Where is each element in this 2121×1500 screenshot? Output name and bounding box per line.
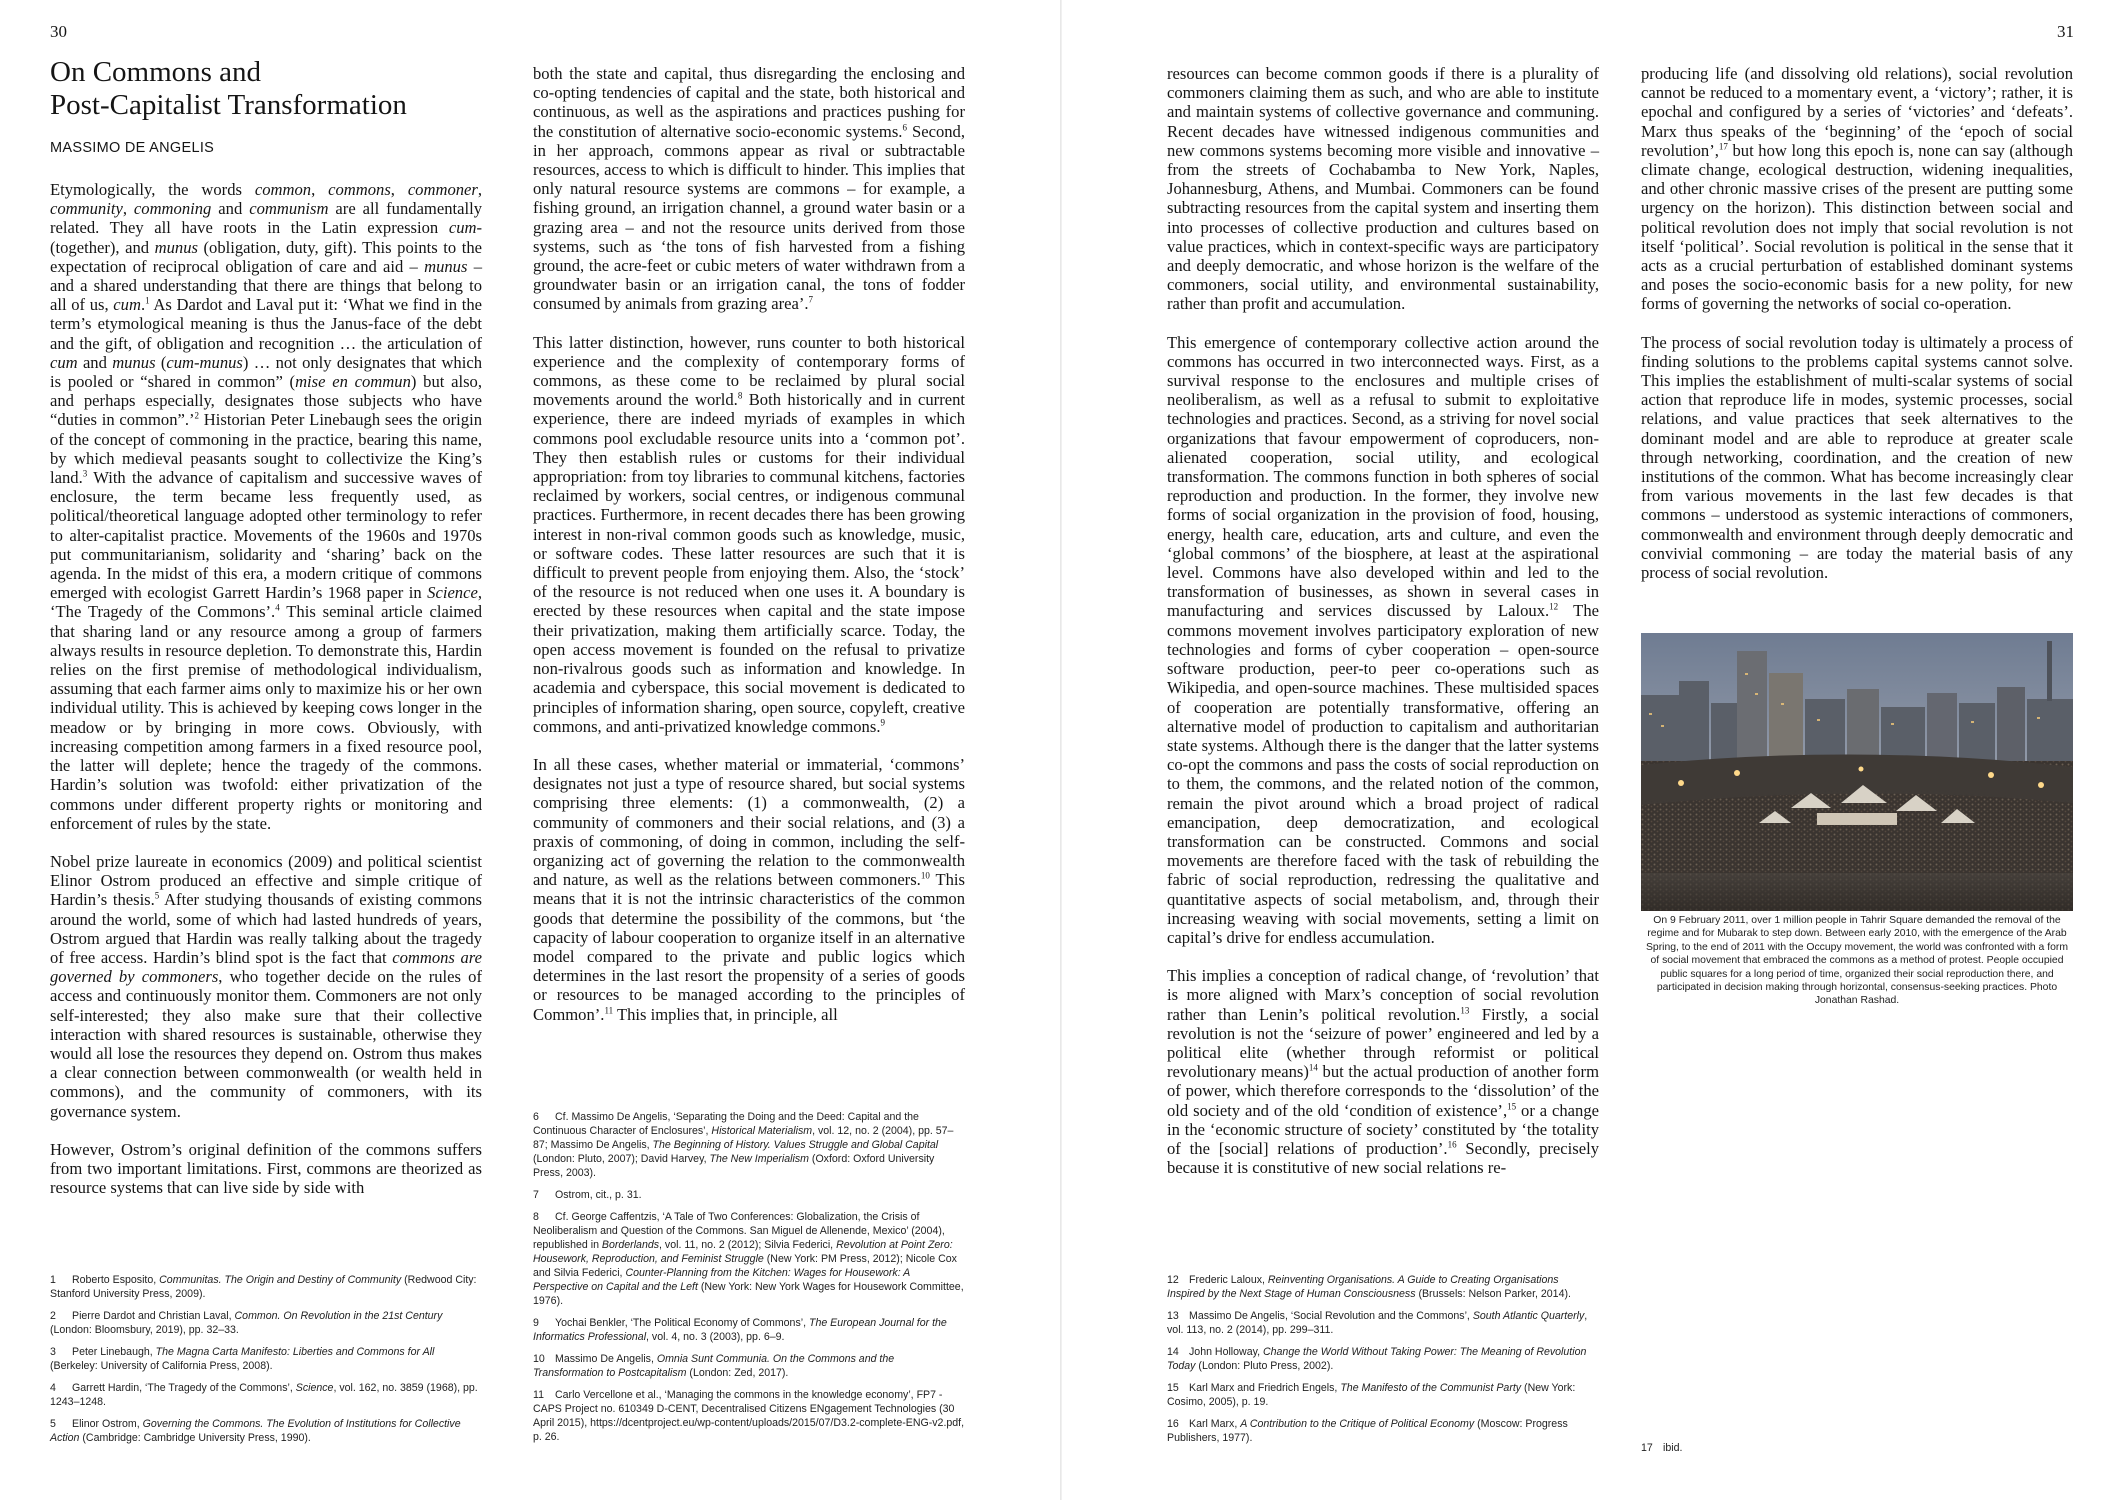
paragraph: Nobel prize laureate in economics (2009) and political scientist Elinor Ostrom produced an effective and simple critique of Hardin’s thesis.$^5$ After studying thousands of existing commons around the world, some of which had lasted hundreds of years, Ostrom argued that Hardin was really talking about the tragedy of free access. Hardin’s blind spot is the fact that commons are governed by commoners, who together decide on the rules of access and continuously monitor them. Commoners are not only self-interested; they also make sure that their collective interaction with shared resources is sustainable, otherwise they would all lose the resources they depend on. Ostrom thus makes a clear connection between commonwealth (or wealth held in commons), and the community of commoners, with its governance system. <box>50 851 482 1121</box>
footnotes-column-1 <box>50 1273 482 1453</box>
footnote <box>50 1381 482 1409</box>
footnote-number: 7 <box>533 1189 539 1201</box>
footnote-text: Pierre Dardot and Christian Laval, Common. On Revolution in the 21st Century (London: Bloomsbury, 2019), pp. 32–33. <box>50 1310 443 1336</box>
footnotes-column-3 <box>1167 1273 1599 1453</box>
text-column-3 <box>1167 64 1599 1177</box>
footnote-text: Elinor Ostrom, Governing the Commons. The Evolution of Institutions for Collective Action (Cambridge: Cambridge University Press, 1990). <box>50 1418 461 1444</box>
footnote-number: 9 <box>533 1317 539 1329</box>
page-number-right: 31 <box>2057 22 2074 41</box>
footnote <box>50 1417 482 1445</box>
paragraph: This emergence of contemporary collective action around the commons has occurred in two interconnected ways. First, as a survival response to the enclosures and multiple crises of neoliberalism, as well as a refusal to submit to exploitative technologies and practices. Second, as a striving for novel social organizations that favour empowerment of coproducers, non-alienated cooperation, social utility, and ecological transformation. The commons function in both spheres of social reproduction and production. In the former, they involve new forms of social organization in the provision of food, housing, energy, health care, education, arts and culture, and even the ‘global commons’ of the biosphere, at least at the aspirational level. Commons have also developed within and led to the transformation of businesses, as shown in several cases in manufacturing and services discussed by Laloux.$^{12}$ The commons movement involves participatory exploration of new technologies and forms of cyber cooperation – open-source software production, peer-to peer co-operations such as Wikipedia, and open-source machines. These multisided spaces of cooperation are potentially transformative, offering an alternative model of production to capitalism and authoritarian state systems. Although there is the danger that the latter systems co-opt the commons and pass the costs of social reproduction on to them, the commons, and the related notion of the common, remain the pivot around which a broad project of radical emancipation, deep democratization, and ecological transformation can be constructed. Commons and social movements are therefore faced with the task of rebuilding the fabric of social reproduction, redressing the qualitative and quantitative aspects of social metabolism, and, through their increasing weaving with social movements, setting a limit on capital’s drive for endless accumulation. <box>1167 332 1599 947</box>
text-column-2 <box>533 64 965 1024</box>
footnote-number: 11 <box>533 1389 544 1401</box>
paragraph: The process of social revolution today is ultimately a process of finding solutions to the problems capital systems cannot solve. This implies the establishment of multi-scalar systems of social action that reproduce life in modes, systemic processes, social relations, and value practices that seek alternatives to the dominant model and are able to reproduce at greater scale through networking, coordination, and the creation of new institutions of the common. What has become increasingly clear from various movements in the last few decades is that commons – understood as systemic interactions of commoners, commonwealth and environment through deeply democratic and convivial commoning – are today the material basis of any process of social revolution. <box>1641 332 2073 583</box>
footnote <box>533 1188 965 1202</box>
footnote-text: Cf. Massimo De Angelis, ‘Separating the Doing and the Deed: Capital and the Continuous Character of Enclosures’, Historical Materialism, vol. 12, no. 2 (2004), pp. 57–87; Massimo De Angelis, The Beginning of History. Values Struggle and Global Capital (London: Pluto, 2007); David Harvey, The New Imperialism (Oxford: Oxford University Press, 2003). <box>533 1111 954 1179</box>
footnote <box>1167 1345 1599 1373</box>
paragraph: Etymologically, the words common, commons, commoner, community, commoning and communism are all fundamentally related. They all have roots in the Latin expression cum- (together), and munus (obligation, duty, gift). This points to the expectation of reciprocal obligation of care and aid – munus – and a shared understanding that there are things that belong to all of us, cum.$^1$ As Dardot and Laval put it: ‘What we find in the term’s etymological meaning is thus the Janus-face of the debt and the gift, of obligation and recognition … the articulation of cum and munus (cum-munus) … not only designates that which is pooled or “shared in common” (mise en commun) but also, and perhaps especially, designates those subjects who have “duties in common”.’$^2$ Historian Peter Linebaugh sees the origin of the concept of commoning in the practice, bearing this name, by which medieval peasants sought to collectivize the King’s land.$^3$ With the advance of capitalism and successive waves of enclosure, the term became less frequently used, as political/theoretical language adopted other terminology to refer to alter-capitalist practice. Movements of the 1960s and 1970s put communitarianism, solidarity and ‘sharing’ back on the agenda. In the midst of this era, a modern critique of commons emerged with ecologist Garrett Hardin’s 1968 paper in Science, ‘The Tragedy of the Commons’.$^4$ This seminal article claimed that sharing land or any resource among a group of farmers always results in resource depletion. To demonstrate this, Hardin relies on the first premise of methodological individualism, assuming that each farmer aims only to maximize his or her own individual utility. This is achieved by keeping cows longer in the meadow or by bringing in more cows. Obviously, with increasing competition among farmers in a fixed resource pool, the latter will deplete; hence the tragedy of the commons. Hardin’s solution was twofold: either privatization of the commons under different property rights or monitoring and enforcement of rules by the state. <box>50 180 483 833</box>
footnote-text: Karl Marx, A Contribution to the Critique of Political Economy (Moscow: Progress Publishers, 1977). <box>1167 1418 1568 1444</box>
footnote-text: John Holloway, Change the World Without Taking Power: The Meaning of Revolution Today (London: Pluto Press, 2002). <box>1167 1346 1587 1372</box>
footnote <box>533 1316 965 1344</box>
tahrir-square-photo <box>1641 633 2073 911</box>
title-line-1: On Commons and <box>50 56 262 88</box>
footnote <box>1641 1441 2073 1455</box>
page-number-left: 30 <box>50 22 67 41</box>
paragraph: In all these cases, whether material or immaterial, ‘commons’ designates not just a type of resource shared, but social systems comprising three elements: (1) a commonwealth, (2) a community of commoners and their social relations, and (3) a praxis of commoning, of doing in common, including the self-organizing act of governing the relation to the commonwealth and nature, as well as the relations between commoners.$^{10}$ This means that it is not the intrinsic characteristics of the common goods that determine the possibility of the commons, but ‘the capacity of labour cooperation to organize itself in an alternative model compared to the private and public logics which determines in the last resort the propensity of a series of goods or resources to be managed according to the principles of Common’.$^{11}$ This implies that, in principle, all <box>533 754 966 1024</box>
footnotes-column-2 <box>533 1110 965 1452</box>
footnote-number: 5 <box>50 1418 56 1430</box>
footnote-text: Peter Linebaugh, The Magna Carta Manifesto: Liberties and Commons for All (Berkeley: University of California Press, 2008). <box>50 1346 435 1372</box>
footnote <box>533 1352 965 1380</box>
footnote-number: 2 <box>50 1310 56 1322</box>
title-line-2: Post-Capitalist Transformation <box>50 89 407 121</box>
footnote <box>50 1309 482 1337</box>
footnote-text: Karl Marx and Friedrich Engels, The Manifesto of the Communist Party (New York: Cosimo, 2005), p. 19. <box>1167 1382 1576 1408</box>
footnote-text: Garrett Hardin, ‘The Tragedy of the Commons’, Science, vol. 162, no. 3859 (1968), pp. 1243–1248. <box>50 1382 478 1408</box>
footnote <box>1167 1309 1599 1337</box>
footnote <box>533 1210 965 1308</box>
footnote <box>1167 1417 1599 1445</box>
paragraph: This latter distinction, however, runs counter to both historical experience and the complexity of contemporary forms of commons, as these come to be reclaimed by plural social movements around the world.$^8$ Both historically and in current experience, there are indeed myriads of examples in which commons pool excludable resource units into a ‘common pot’. They then establish rules or customs for their individual appropriation: from toy libraries to communal kitchens, factories reclaimed by workers, social centres, or indigenous communal practices. Furthermore, in recent decades there has been growing interest in non-rival common goods such as knowledge, music, or software codes. These latter resources are such that it is difficult to prevent people from enjoying them. Also, the ‘stock’ of the resource is not reduced when one uses it. A boundary is erected by these resources when capital and the state impose their privatization, making them artificially scarce. Today, the open access movement is founded on the refusal to privatize non-rivalrous goods such as information and knowledge. In academia and cyberspace, this social movement is dedicated to principles of information sharing, open source, copyleft, creative commons, and anti-privatized knowledge commons.$^9$ <box>533 332 965 736</box>
footnote <box>1167 1273 1599 1301</box>
footnote-number: 10 <box>533 1353 545 1365</box>
footnote-number: 17 <box>1641 1442 1653 1454</box>
footnote <box>50 1345 482 1373</box>
footnote-number: 3 <box>50 1346 56 1358</box>
article-title <box>50 56 407 122</box>
footnote-text: Ostrom, cit., p. 31. <box>555 1189 642 1201</box>
footnote-text: Frederic Laloux, Reinventing Organisations. A Guide to Creating Organisations Inspired by the Next Stage of Human Consciousness (Brussels: Nelson Parker, 2014). <box>1167 1274 1571 1300</box>
footnote-text: Carlo Vercellone et al., ‘Managing the commons in the knowledge economy’, FP7 - CAPS Project no. 610349 D-CENT, Decentralised Citizens ENgagement Technologies (30 April 2015), https://dcentproject.eu/wp-content/uploads/2015/07/D3.2-complete-ENG-v2.pdf, p. 26. <box>533 1389 965 1443</box>
paragraph: producing life (and dissolving old relations), social revolution cannot be reduced to a momentary event, a ‘victory’; rather, it is epochal and configured by a series of ‘victories’ and ‘defeats’. Marx thus speaks of the ‘beginning’ of the ‘epoch of social revolution’,$^{17}$ but how long this epoch is, none can say (although climate change, ecological destruction, widening inequalities, and other chronic massive crises of the present are putting some urgency on the horizon). This distinction between social and political revolution does not imply that social revolution is not itself ‘political’. Social revolution is political in the sense that it acts as a crucial perturbation of established dominant systems and poses the socio-economic basis for a new polity, for new forms of governing the networks of social co-operation. <box>1641 64 2073 314</box>
footnote-number: 14 <box>1167 1346 1179 1358</box>
paragraph: However, Ostrom’s original definition of the commons suffers from two important limitations. First, commons are theorized as resource systems that can live side by side with <box>50 1139 482 1198</box>
footnote-text: Massimo De Angelis, ‘Social Revolution and the Commons’, South Atlantic Quarterly, vol. 113, no. 2 (2014), pp. 299–311. <box>1167 1310 1588 1336</box>
footnote-number: 16 <box>1167 1418 1179 1430</box>
footnote <box>1167 1381 1599 1409</box>
footnote-text: Yochai Benkler, ‘The Political Economy of Commons’, The European Journal for the Informatics Professional, vol. 4, no. 3 (2003), pp. 6–9. <box>533 1317 947 1343</box>
footnote-number: 15 <box>1167 1382 1179 1394</box>
footnote <box>50 1273 482 1301</box>
paragraph: This implies a conception of radical change, of ‘revolution’ that is more aligned with Marx’s conception of social revolution rather than Lenin’s political revolution.$^{13}$ Firstly, a social revolution is not the ‘seizure of power’ engineered and led by a political elite (whether through reformist or political revolutionary means)$^{14}$ but the actual production of another form of power, which therefore corresponds to the ‘dissolution’ of the old society and of the old ‘condition of existence’,$^{15}$ or a change in the ‘economic structure of society’ constituted by ‘the totality of the [social] relations of production’.$^{16}$ Secondly, precisely because it is constitutive of new social relations re- <box>1167 966 1600 1178</box>
footnote-text: ibid. <box>1663 1442 1683 1454</box>
footnote <box>533 1388 965 1444</box>
author-name: MASSIMO DE ANGELIS <box>50 140 215 156</box>
footnote-text: Massimo De Angelis, Omnia Sunt Communia. On the Commons and the Transformation to Postcapitalism (London: Zed, 2017). <box>533 1353 895 1379</box>
paragraph: both the state and capital, thus disregarding the enclosing and co-opting tendencies of capital and the state, both historical and continuous, as well as the aspirations and practices pushing for the constitution of alternative socio-economic systems.$^6$ Second, in her approach, commons appear as rival or subtractable resources, access to which is difficult to hinder. This implies that only natural resource systems are commons – for example, a fishing ground, an irrigation channel, a ground water basin or a grazing area – and not the resource units derived from those systems, such as ‘the tons of fish harvested from a fishing ground, the acre-feet or cubic meters of water withdrawn from a groundwater basin or an irrigation canal, the tons of fodder consumed by animals from grazing area’.$^7$ <box>533 64 965 314</box>
footnote-number: 12 <box>1167 1274 1179 1286</box>
footnote-text: Roberto Esposito, Communitas. The Origin and Destiny of Community (Redwood City: Stanford University Press, 2009). <box>50 1274 477 1300</box>
footnote-number: 13 <box>1167 1310 1179 1322</box>
paragraph: resources can become common goods if there is a plurality of commoners claiming them as such, and who are able to institute and maintain systems of collective governance and communing. Recent decades have witnessed indigenous communities and new commons systems becoming more visible and innovative – from the streets of Cochabamba to New York, Naples, Johannesburg, Athens, and Mumbai. Commoners can be found subtracting resources from the capital system and inserting them into processes of collective production and cultures based on value practices, which in context-specific ways are participatory and deeply democratic, and whose horizon is the welfare of the commoners, social utility, and environmental sustainability, rather than profit and accumulation. <box>1167 64 1599 314</box>
footnote <box>533 1110 965 1180</box>
footnote-number: 4 <box>50 1382 56 1394</box>
text-column-4 <box>1641 64 2073 601</box>
footnotes-column-4 <box>1641 1441 2073 1463</box>
footnote-number: 8 <box>533 1211 539 1223</box>
photo-caption: On 9 February 2011, over 1 million people in Tahrir Square demanded the removal of the regime and for Mubarak to step down. Between early 2010, with the emergence of the Arab Spring, to the end of 2011 with the Occupy movement, the world was confronted with a form of social movement that embraced the commons as a method of protest. People occupied public squares for a long period of time, organized their social reproduction there, and participated in decision making through horizontal, consensus-seeking practices. Photo Jonathan Rashad. <box>1645 915 2068 1007</box>
footnote-text: Cf. George Caffentzis, ‘A Tale of Two Conferences: Globalization, the Crisis of Neoliberalism and Question of the Commons. San Miguel de Allenende, Mexico’ (2004), republished in Borderlands, vol. 11, no. 2 (2012); Silvia Federici, Revolution at Point Zero: Housework, Reproduction, and Feminist Struggle (New York: PM Press, 2012); Nicole Cox and Silvia Federici, Counter-Planning from the Kitchen: Wages for Housework: A Perspective on Capital and the Left (New York: New York Wages for Housework Committee, 1976). <box>533 1211 964 1307</box>
footnote-number: 1 <box>50 1274 56 1286</box>
footnote-number: 6 <box>533 1111 539 1123</box>
text-column-1 <box>50 180 482 1197</box>
